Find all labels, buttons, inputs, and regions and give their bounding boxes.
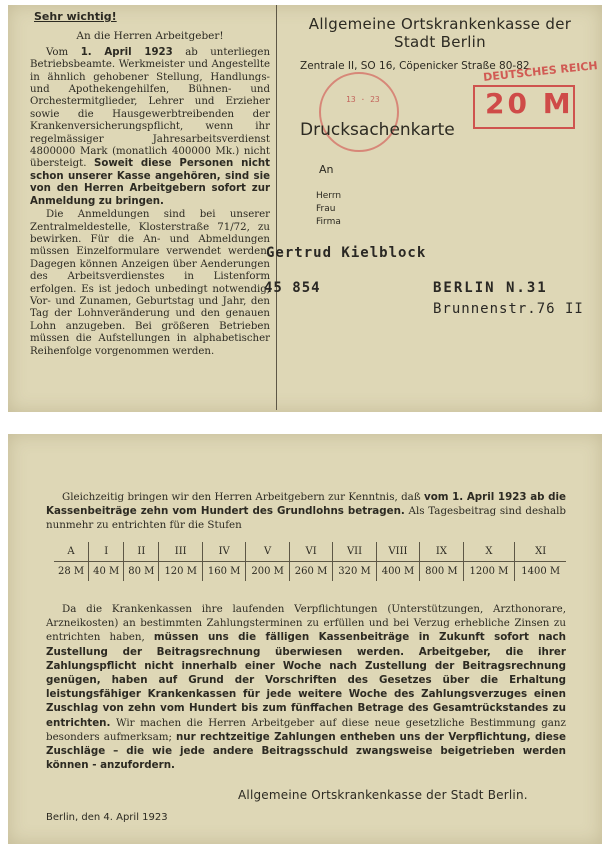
- postmark-circle: [319, 72, 399, 152]
- level-cell: V: [246, 542, 289, 562]
- rate-cell: 260 M: [289, 562, 332, 582]
- payment-paragraph: [46, 602, 566, 772]
- payment-bold-2: nur rechtzeitige Zahlungen entheben uns der Verpflichtung, diese Zuschläge – die wie jede andere Beitragsschuld zwangsweise beigetrieben werden können - anzufordern.: [46, 730, 567, 772]
- card-type: Drucksachenkarte: [300, 120, 455, 140]
- salutation-firma: Firma: [316, 217, 341, 227]
- recipient-name: Gertrud Kielblock: [266, 245, 427, 261]
- rate-cell: 1400 M: [515, 562, 566, 582]
- rate-cell: 1200 M: [463, 562, 515, 582]
- level-cell: II: [124, 542, 159, 562]
- rate-cell: 160 M: [202, 562, 245, 582]
- table-row-rates: [54, 562, 566, 582]
- rate-cell: 40 M: [89, 562, 124, 582]
- contribution-rate-table: [54, 542, 566, 581]
- level-cell: IX: [420, 542, 463, 562]
- payment-bold-1: müssen uns die fälligen Kassenbeiträge in Zukunft sofort nach Zustellung der Beitragsrechnung überwiesen werden. Arbeitgeber, die ihrer Zahlungspflicht nicht innerhalb einer Woche nach Zustellung der Beitragsrechnung genügen, haben auf Grund der Vorschriften des Gesetzes über die Erhaltung leistungsfähiger Krankenkassen für jede weitere Woche des Zahlungsverzuges einen Zuschlag von zehn vom Hundert bis zum fünffachen Betrage des Gesamtrückstandes zu entrichten.: [46, 631, 566, 729]
- stamp-country: DEUTSCHES REICH: [482, 59, 599, 84]
- para1-start: Vom: [46, 46, 81, 58]
- notice-paragraph-2: Die Anmeldungen sind bei unserer Zentralmeldestelle, Klosterstraße 71/72, zu bewirken. Für die An- und Abmeldungen müssen Einzelformulare verwendet werden. Dagegen können Anzeigen über Aenderungen des Arbeitsverdienstes in Listenform erfolgen. Es ist jedoch unbedingt notwendig, Vor- und Zunamen, Geburtstag und Jahr, den Tag der Lohnveränderung und den genauen Lohn anzugeben. Bei größeren Betrieben müssen die Aufstellungen in alphabetischer Reihenfolge vorgenommen werden.: [30, 209, 270, 357]
- salutation-list: [316, 190, 341, 229]
- rate-cell: 400 M: [376, 562, 419, 582]
- postage-value: 20 M: [485, 87, 574, 120]
- organization-address: Zentrale II, SO 16, Cöpenicker Straße 80-82: [300, 60, 530, 72]
- level-cell: VI: [289, 542, 332, 562]
- level-cell: IV: [202, 542, 245, 562]
- para1-text: ab unterliegen Betriebsbeamte. Werkmeister und Angestellte in ähnlich gehobener Stellung, Handlungs- und Apothekengehilfen, Bühnen- und Orchestermitglieder, Lehrer und Erzieher sowie die Hausgewerbtreibenden der Krankenversicherungspflicht, wenn ihr regelmässiger Jahresarbeitsverdienst 4800000 Mark (monatlich 400000 Mk.) nicht übersteigt.: [30, 46, 271, 170]
- rate-cell: 28 M: [54, 562, 89, 582]
- postmark-date: 13 · 23: [346, 95, 380, 104]
- payment-text-2: Wir machen die Herren Arbeitgeber auf diese neue gesetzliche Bestimmung ganz besonders aufmerksam;: [46, 716, 566, 743]
- recipient-city: BERLIN N.31: [433, 280, 548, 296]
- intro-bold-text: ab die Kassenbeiträge zehn vom Hundert des Grundlohns betragen.: [46, 491, 567, 518]
- intro-start: Gleichzeitig bringen wir den Herren Arbeitgebern zur Kenntnis, daß: [62, 491, 424, 503]
- payment-text-1: Da die Krankenkassen ihre laufenden Verpflichtungen (Unterstützungen, Arzthonorare, Arzneikosten) an bestimmten Zahlungsterminen zu erfüllen und bei Verzug erhebliche Zinsen zu entrichten haben,: [46, 603, 566, 644]
- level-cell: I: [89, 542, 124, 562]
- rate-cell: 800 M: [420, 562, 463, 582]
- level-cell: III: [159, 542, 202, 562]
- recipient-number: 45 854: [264, 280, 321, 296]
- rate-cell: 80 M: [124, 562, 159, 582]
- para1-bold-text: Soweit diese Personen nicht schon unserer Kasse angehören, sind sie von den Herren Arbeitgebern sofort zur Anmeldung zu bringen.: [30, 158, 270, 207]
- notice-paragraph-1: [30, 47, 270, 208]
- org-title-line-2: Stadt Berlin: [394, 33, 486, 51]
- signature-line: Allgemeine Ortskrankenkasse der Stadt Berlin.: [238, 788, 528, 802]
- rate-cell: 120 M: [159, 562, 202, 582]
- para1-date: 1. April 1923: [80, 46, 173, 58]
- postcard-front: [8, 5, 602, 412]
- intro-paragraph: [46, 490, 566, 533]
- postcard-back: [8, 434, 602, 844]
- to-label: An: [319, 163, 334, 176]
- notice-column: [30, 11, 270, 358]
- level-cell: VIII: [376, 542, 419, 562]
- level-cell: VII: [333, 542, 376, 562]
- column-divider: [276, 5, 277, 410]
- rate-cell: 320 M: [333, 562, 376, 582]
- salutation-herrn: Herrn: [316, 191, 342, 201]
- salutation-frau: Frau: [316, 204, 336, 214]
- place-and-date: Berlin, den 4. April 1923: [46, 812, 168, 823]
- intro-end: Als Tagesbeitrag sind deshalb nunmehr zu entrichten für die Stufen: [46, 505, 566, 532]
- addressee-line: An die Herren Arbeitgeber!: [76, 30, 224, 43]
- level-cell: XI: [515, 542, 566, 562]
- recipient-street: Brunnenstr.76 II: [433, 301, 584, 317]
- rate-cell: 200 M: [246, 562, 289, 582]
- headline: Sehr wichtig!: [34, 10, 117, 23]
- table-row-levels: [54, 542, 566, 562]
- org-title-line-1: Allgemeine Ortskrankenkasse der: [308, 15, 572, 33]
- level-cell: X: [463, 542, 515, 562]
- level-cell: A: [67, 546, 75, 557]
- organization-title: [284, 15, 596, 51]
- intro-date: vom 1. April 1923: [424, 491, 527, 503]
